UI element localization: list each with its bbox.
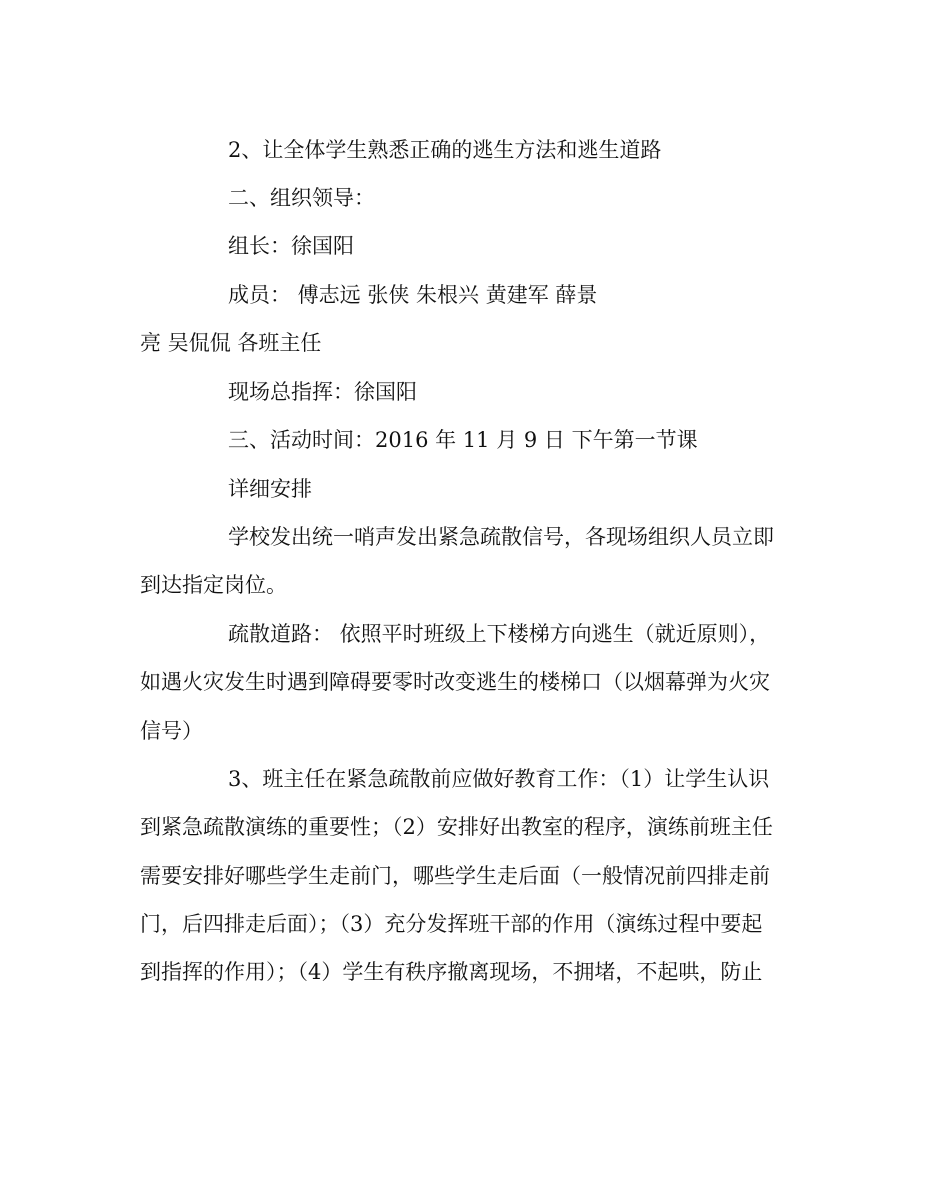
paragraph-route-line-2: 如遇火灾发生时遇到障碍要零时改变逃生的楼梯口（以烟幕弹为火灾 [140, 670, 770, 694]
paragraph-route-line-1: 疏散道路： 依照平时班级上下楼梯方向逃生（就近原则）， [228, 622, 771, 646]
paragraph-teacher-line-4: 门，后四排走后面）；（3）充分发挥班干部的作用（演练过程中要起 [140, 912, 763, 936]
section-heading-time: 三、活动时间：2016 年 11 月 9 日 下午第一节课 [228, 428, 698, 452]
detailed-arrangement-heading: 详细安排 [228, 477, 312, 501]
members-line: 成员： 傅志远 张侠 朱根兴 黄建军 薛景 [228, 283, 598, 307]
paragraph-signal-line-1: 学校发出统一哨声发出紧急疏散信号，各现场组织人员立即 [228, 525, 774, 549]
paragraph-teacher-line-5: 到指挥的作用）；（4）学生有秩序撤离现场，不拥堵，不起哄，防止 [140, 960, 763, 984]
paragraph-teacher-line-1: 3、班主任在紧急疏散前应做好教育工作：（1）让学生认识 [228, 767, 770, 791]
members-line-continued: 亮 吴侃侃 各班主任 [140, 331, 322, 355]
paragraph-route-line-3: 信号） [140, 719, 203, 743]
leader-line: 组长：徐国阳 [228, 234, 354, 258]
goal-line-2: 2、让全体学生熟悉正确的逃生方法和逃生道路 [228, 138, 662, 162]
paragraph-teacher-line-3: 需要安排好哪些学生走前门，哪些学生走后面（一般情况前四排走前 [140, 864, 770, 888]
site-commander-line: 现场总指挥：徐国阳 [228, 380, 417, 404]
paragraph-signal-line-2: 到达指定岗位。 [140, 573, 287, 597]
section-heading-organization: 二、组织领导： [228, 186, 375, 210]
paragraph-teacher-line-2: 到紧急疏散演练的重要性；（2）安排好出教室的程序，演练前班主任 [140, 815, 773, 839]
